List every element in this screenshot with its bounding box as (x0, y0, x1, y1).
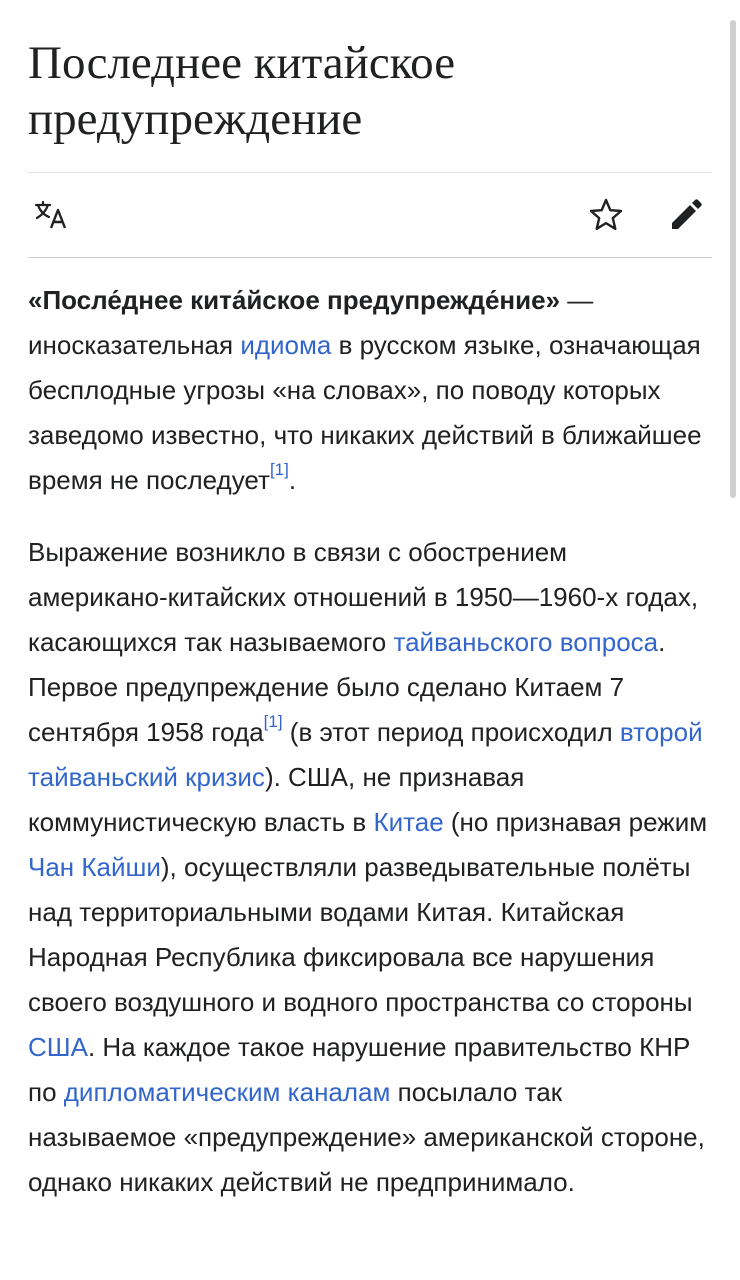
edit-button[interactable] (668, 197, 704, 233)
page-actions-toolbar (28, 172, 712, 258)
link-chiang-kai-shek[interactable]: Чан Кайши (28, 852, 161, 882)
article-term: «После́днее кита́йское предупрежде́ние» (28, 285, 561, 315)
link-idiom[interactable]: идиома (240, 330, 332, 360)
link-taiwan-question[interactable]: тайваньского вопроса (393, 627, 659, 657)
link-second-taiwan-crisis[interactable]: второй тайваньский кризис (28, 717, 703, 792)
watch-star-button[interactable] (588, 197, 624, 233)
paragraph-2: Выражение возникло в связи с обострением американо-китайских отношений в 1950—1960-х годах, касающихся так называемого тайваньского вопроса. Первое предупреждение было сделано Китаем 7 сентября 1958 года[1] (в этот период происходил второй тайваньский кризис). США, не признавая коммунистическую власть в Китае (но признавая режим Чан Кайши), осуществляли разведывательные полёты над территориальными водами Китая. Китайская Народная Республика фиксировала все нарушения своего воздушного и водного пространства со стороны США. На каждое такое нарушение правительство КНР по дипломатическим каналам посылало так называемое «предупреждение» американской стороне, однако никаких действий не предпринимало. (28, 537, 708, 1197)
link-usa[interactable]: США (28, 1032, 88, 1062)
language-button[interactable] (34, 197, 70, 233)
article-page (28, 0, 712, 1205)
translate-icon (34, 200, 70, 230)
star-icon (588, 197, 624, 233)
paragraph-1: «После́днее кита́йское предупрежде́ние» — иносказательная идиома в русском языке, означающая бесплодные угрозы «на словах», по поводу которых заведомо известно, что никаких действий в ближайшее время не последует[1]. (28, 285, 702, 495)
link-diplomatic-channels[interactable]: дипломатическим каналам (63, 1077, 391, 1107)
article-content (28, 278, 712, 1205)
pencil-icon (668, 197, 704, 233)
page-title: Последнее китайское предупреждение (28, 37, 456, 145)
link-china[interactable]: Китае (373, 807, 444, 837)
scrollbar[interactable] (730, 20, 736, 498)
reference-1[interactable]: [1] (269, 460, 289, 479)
reference-1-second[interactable]: [1] (263, 712, 283, 731)
